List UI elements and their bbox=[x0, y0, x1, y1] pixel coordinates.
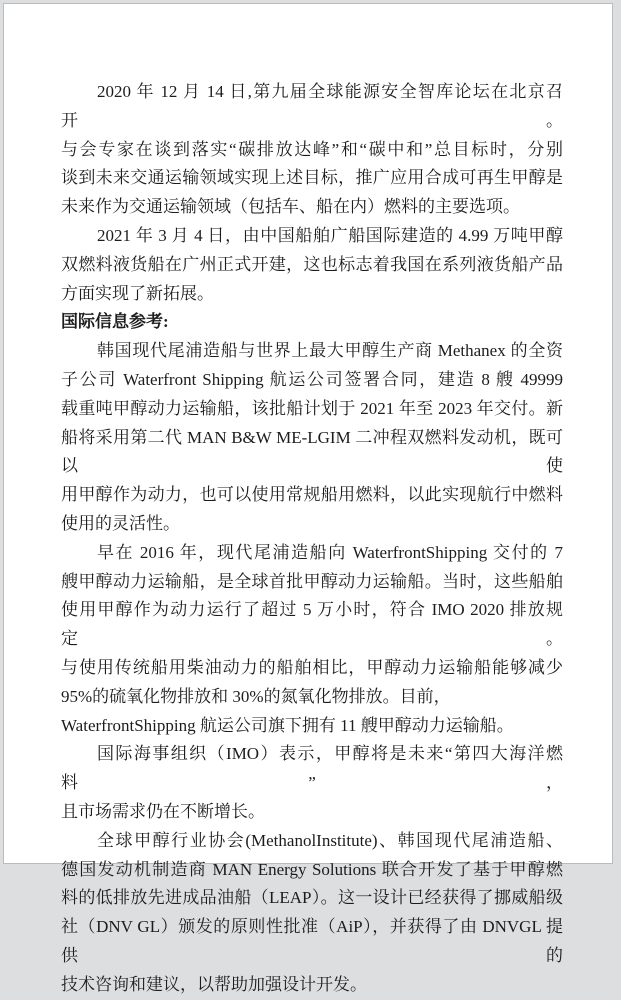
text-line: 使用的灵活性。 bbox=[61, 513, 180, 533]
text-line: 且市场需求仍在不断增长。 bbox=[61, 801, 265, 821]
text-line: 艘甲醇动力运输船，是全球首批甲醇动力运输船。当时，这些船舶 bbox=[61, 571, 563, 591]
text-line: 料的低排放先进成品油船（LEAP）。这一设计已经获得了挪威船级 bbox=[61, 888, 563, 908]
document-page bbox=[3, 3, 613, 994]
text-line: 与使用传统船用柴油动力的船舶相比，甲醇动力运输船能够减少 bbox=[61, 657, 563, 677]
text-line: 2020 年 12 月 14 日,第九届全球能源安全智库论坛在北京召开。 bbox=[61, 82, 563, 130]
section-heading: 国际信息参考: bbox=[61, 312, 169, 332]
text-line: 与会专家在谈到落实“碳排放达峰”和“碳中和”总目标时，分别 bbox=[61, 139, 563, 159]
text-line: 社（DNV GL）颁发的原则性批准（AiP），并获得了由 DNVGL 提供的 bbox=[61, 917, 563, 965]
text-line: 未来作为交通运输领域（包括车、船在内）燃料的主要选项。 bbox=[61, 197, 520, 217]
text-line: 双燃料液货船在广州正式开建，这也标志着我国在系列液货船产品 bbox=[61, 254, 563, 274]
text-line: 使用甲醇作为动力运行了超过 5 万小时，符合 IMO 2020 排放规定。 bbox=[61, 600, 563, 649]
text-line: 95%的硫氧化物排放和 30%的氮氧化物排放。目前， bbox=[61, 686, 451, 706]
text-line: 用甲醇作为动力，也可以使用常规船用燃料，以此实现航行中燃料 bbox=[61, 485, 563, 505]
document-text-block bbox=[61, 78, 563, 1000]
text-line: 早在 2016 年，现代尾浦造船向 WaterfrontShipping 交付的 7 bbox=[97, 542, 563, 562]
text-line: 船将采用第二代 MAN B&W ME-LGIM 二冲程双燃料发动机，既可以使 bbox=[61, 427, 563, 476]
text-line: 韩国现代尾浦造船与世界上最大甲醇生产商 Methanex 的全资 bbox=[97, 341, 563, 361]
text-line: 国际海事组织（IMO）表示，甲醇将是未来“第四大海洋燃料”， bbox=[61, 744, 563, 793]
text-line: 方面实现了新拓展。 bbox=[61, 283, 214, 303]
text-line: 全球甲醇行业协会(MethanolInstitute)、韩国现代尾浦造船、 bbox=[97, 830, 563, 850]
text-line: 技术咨询和建议，以帮助加强设计开发。 bbox=[61, 974, 367, 994]
text-line: WaterfrontShipping 航运公司旗下拥有 11 艘甲醇动力运输船。 bbox=[61, 715, 514, 735]
text-line: 2021 年 3 月 4 日，由中国船舶广船国际建造的 4.99 万吨甲醇 bbox=[97, 225, 563, 245]
text-line: 谈到未来交通运输领域实现上述目标，推广应用合成可再生甲醇是 bbox=[61, 168, 563, 188]
text-line: 子公司 Waterfront Shipping 航运公司签署合同，建造 8 艘 49999 bbox=[61, 369, 563, 389]
text-line: 德国发动机制造商 MAN Energy Solutions 联合开发了基于甲醇燃 bbox=[61, 859, 563, 879]
text-line: 载重吨甲醇动力运输船，该批船计划于 2021 年至 2023 年交付。新 bbox=[61, 398, 563, 418]
